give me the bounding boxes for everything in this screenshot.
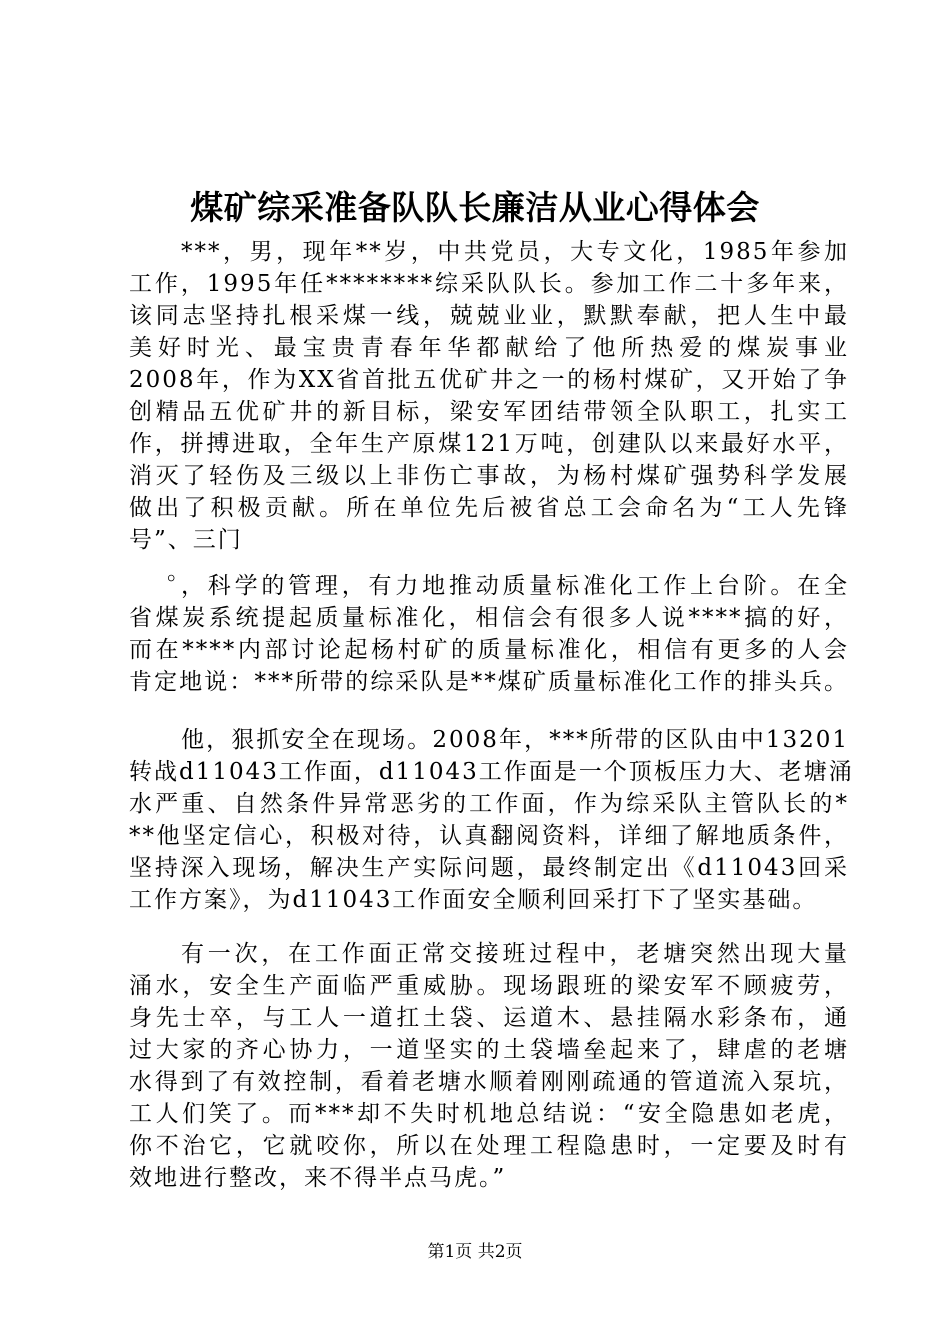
paragraph-line: 水严重、自然条件异常恶劣的工作面，作为综采队主管队长的* bbox=[129, 791, 849, 817]
paragraph-line: 作，拼搏进取，全年生产原煤121万吨，创建队以来最好水平， bbox=[129, 431, 849, 457]
paragraph-line: 身先士卒，与工人一道扛土袋、运道木、悬挂隔水彩条布，通 bbox=[129, 1005, 849, 1031]
document-title: 煤矿综采准备队队长廉洁从业心得体会 bbox=[190, 188, 760, 227]
paragraph-3 bbox=[129, 724, 854, 916]
paragraph-line: 你不治它，它就咬你，所以在处理工程隐患时，一定要及时有 bbox=[129, 1133, 849, 1159]
paragraph-line: 工作，1995年任********综采队队长。参加工作二十多年来， bbox=[129, 271, 849, 297]
paragraph-2 bbox=[129, 570, 849, 698]
paragraph-line: 该同志坚持扎根采煤一线，兢兢业业，默默奉献，把人生中最 bbox=[129, 303, 849, 329]
paragraph-1 bbox=[129, 236, 849, 588]
paragraph-line: 过大家的齐心协力，一道坚实的土袋墙垒起来了，肆虐的老塘 bbox=[129, 1037, 849, 1063]
paragraph-line: 创精品五优矿井的新目标，梁安军团结带领全队职工，扎实工 bbox=[129, 399, 849, 425]
paragraph-line: 而在****内部讨论起杨村矿的质量标准化，相信有更多的人会 bbox=[129, 637, 849, 663]
paragraph-line: 省煤炭系统提起质量标准化，相信会有很多人说****搞的好， bbox=[129, 605, 849, 631]
paragraph-4 bbox=[129, 938, 849, 1194]
paragraph-line: 美好时光、最宝贵青春年华都献给了他所热爱的煤炭事业 bbox=[129, 335, 849, 361]
paragraph-line: 号”、三门 bbox=[129, 527, 243, 553]
paragraph-line: 转战d11043工作面，d11043工作面是一个顶板压力大、老塘涌 bbox=[129, 759, 854, 785]
paragraph-line: 有一次，在工作面正常交接班过程中，老塘突然出现大量 bbox=[181, 941, 849, 967]
paragraph-line: 2008年，作为XX省首批五优矿井之一的杨村煤矿，又开始了争 bbox=[129, 367, 849, 393]
paragraph-line: **他坚定信心，积极对待，认真翻阅资料，详细了解地质条件， bbox=[129, 823, 849, 849]
paragraph-line: 涌水，安全生产面临严重威胁。现场跟班的梁安军不顾疲劳， bbox=[129, 973, 849, 999]
paragraph-line: 肯定地说：***所带的综采队是**煤矿质量标准化工作的排头兵。 bbox=[129, 669, 849, 695]
paragraph-line: 工人们笑了。而***却不失时机地总结说：“安全隐患如老虎， bbox=[129, 1101, 849, 1127]
paragraph-line: 。 bbox=[167, 559, 192, 585]
paragraph-line: 水得到了有效控制，看着老塘水顺着刚刚疏通的管道流入泵坑， bbox=[129, 1069, 849, 1095]
paragraph-line: 坚持深入现场，解决生产实际问题，最终制定出《d11043回采 bbox=[129, 855, 849, 881]
paragraph-line: ，科学的管理，有力地推动质量标准化工作上台阶。在全 bbox=[181, 573, 849, 599]
paragraph-line: 做出了积极贡献。所在单位先后被省总工会命名为“工人先锋 bbox=[129, 495, 849, 521]
paragraph-line: 工作方案》，为d11043工作面安全顺利回采打下了坚实基础。 bbox=[129, 887, 818, 913]
paragraph-line: 消灭了轻伤及三级以上非伤亡事故，为杨村煤矿强势科学发展 bbox=[129, 463, 849, 489]
page-number-footer: 第1页 共2页 bbox=[427, 1242, 523, 1262]
paragraph-line: ***，男，现年**岁，中共党员，大专文化，1985年参加 bbox=[181, 239, 849, 265]
paragraph-line: 效地进行整改，来不得半点马虎。” bbox=[129, 1165, 507, 1191]
paragraph-line: 他，狠抓安全在现场。2008年，***所带的区队由中13201 bbox=[181, 727, 849, 753]
